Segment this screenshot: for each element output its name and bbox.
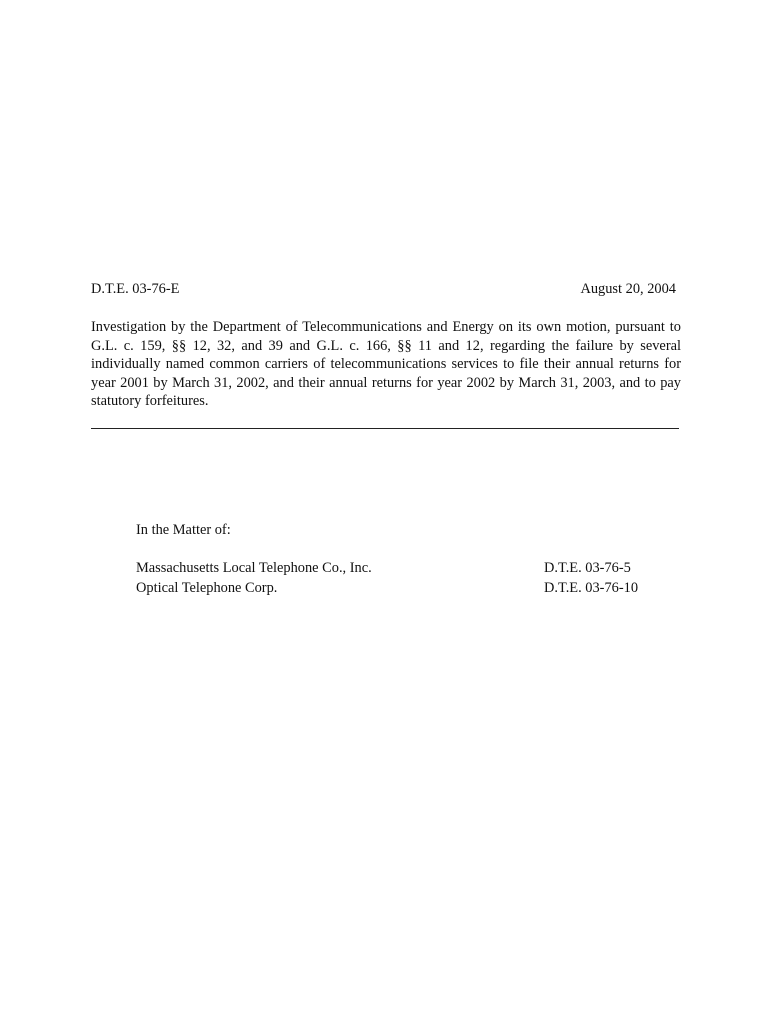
party-docket: D.T.E. 03-76-10 xyxy=(544,580,639,596)
case-caption: Investigation by the Department of Telecommunications and Energy on its own motion, pursuant to G.L. c. 159, §§ 12, 32, and 39 and G.L. c. 166, §§ 11 and 12, regarding the failure by several individually named common carriers of telecommunications services to file their annual returns for year 2001 by March 31, 2002, and their annual returns for year 2002 by March 31, 2003, and to pay statutory forfeitures. xyxy=(91,319,681,410)
document-date: August 20, 2004 xyxy=(580,281,676,297)
matter-heading: In the Matter of: xyxy=(136,522,231,538)
party-name: Massachusetts Local Telephone Co., Inc. xyxy=(136,560,372,576)
caption-divider xyxy=(91,428,679,429)
docket-number: D.T.E. 03-76-E xyxy=(91,281,180,297)
party-row xyxy=(136,560,656,580)
document-header xyxy=(91,281,676,301)
party-name: Optical Telephone Corp. xyxy=(136,580,278,596)
party-row xyxy=(136,580,656,600)
party-docket: D.T.E. 03-76-5 xyxy=(544,560,631,576)
